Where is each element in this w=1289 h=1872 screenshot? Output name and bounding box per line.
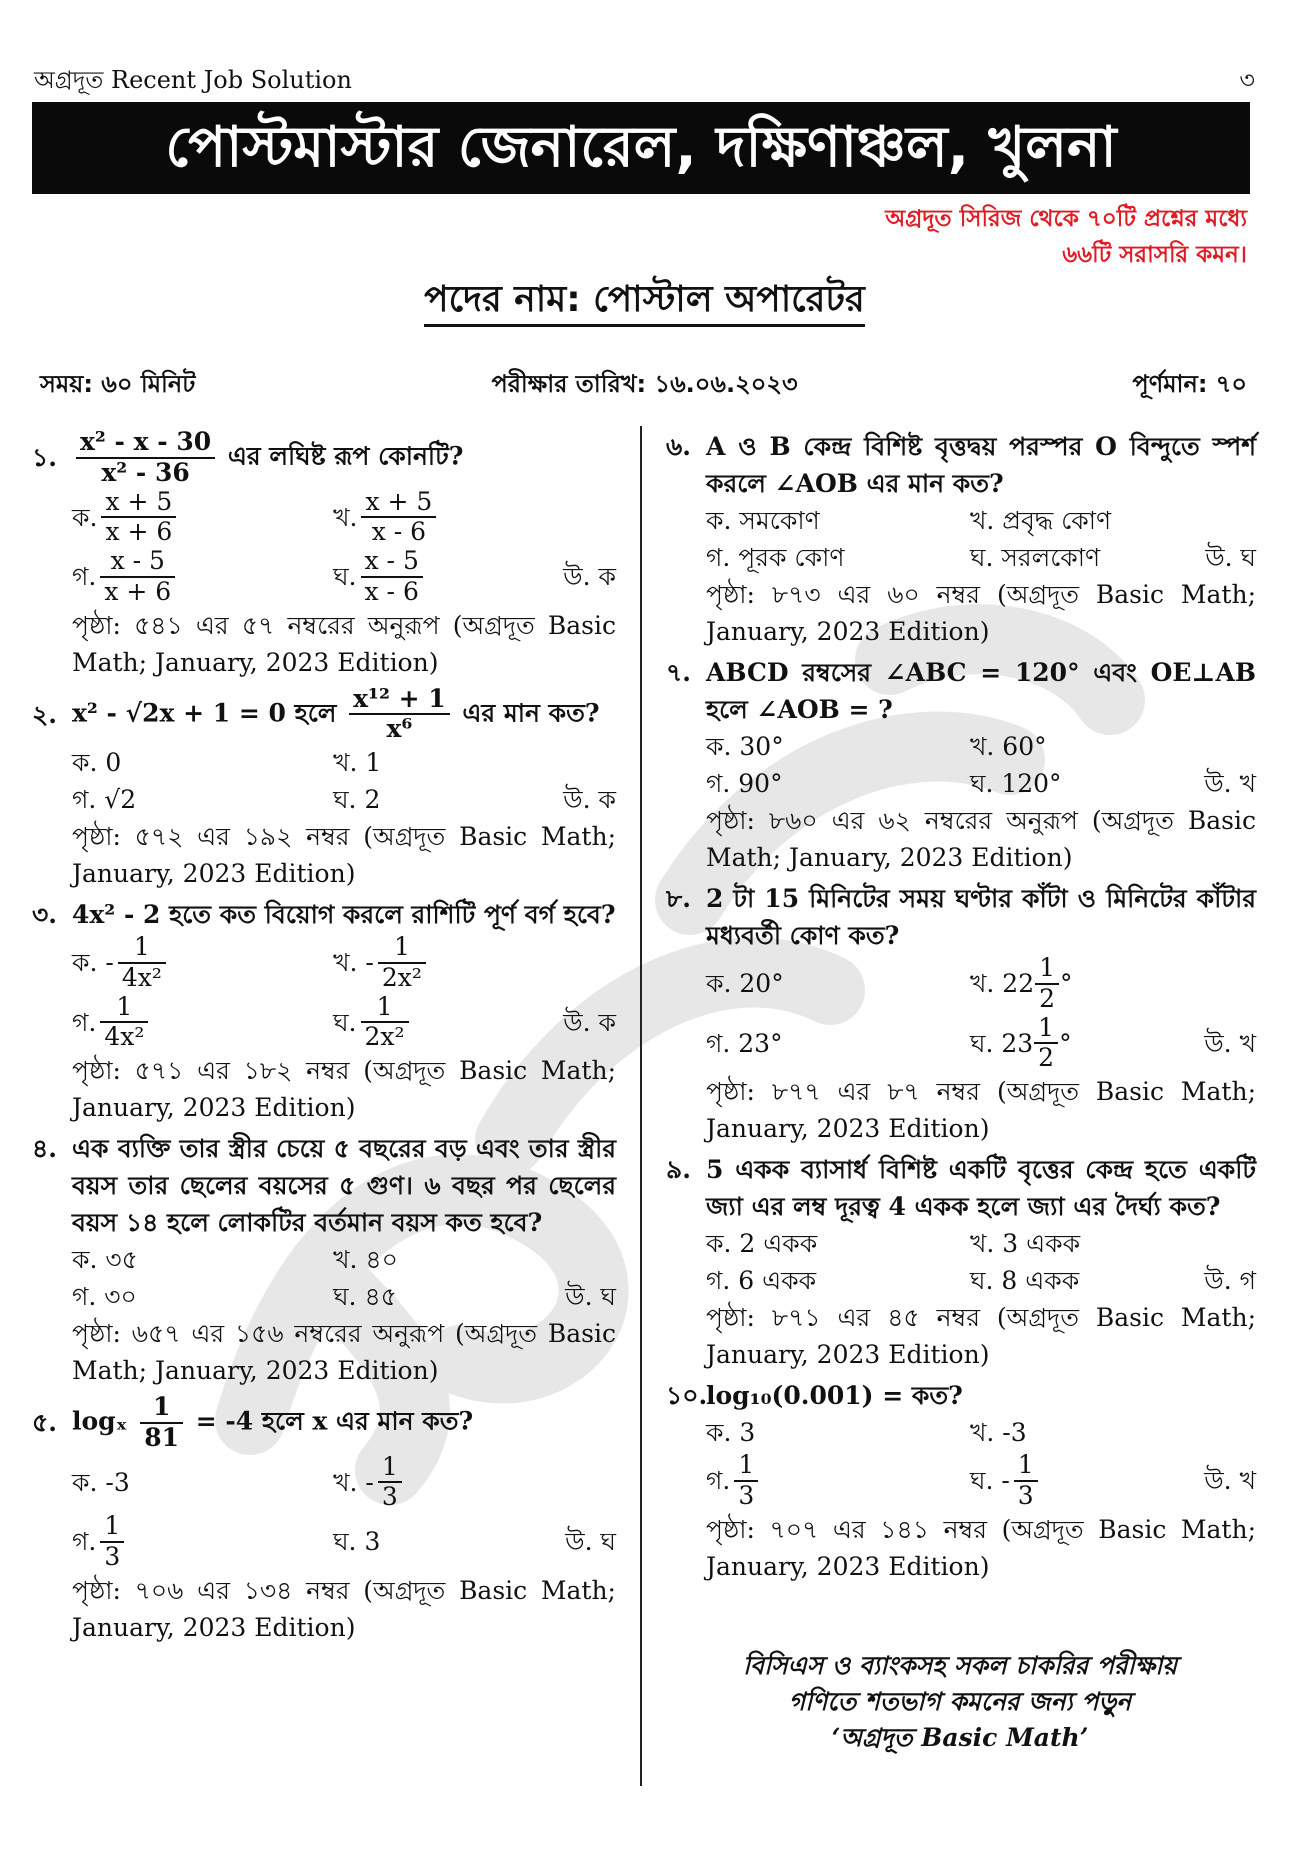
question-number: ৮. <box>666 884 691 913</box>
answer: উ. খ <box>1204 1028 1256 1058</box>
option-c: গ. ৩০ <box>72 1282 137 1311</box>
question-number: ১০. <box>666 1381 708 1410</box>
answer: উ. ক <box>563 562 616 592</box>
reference: পৃষ্ঠা: ৫৭২ এর ১৯২ নম্বর (অগ্রদূত Basic Math; January, 2023 Edition) <box>72 822 616 888</box>
option-b: খ. 60° <box>970 732 1047 761</box>
question-2 <box>32 685 616 893</box>
reference: পৃষ্ঠা: ৭০৭ এর ১৪১ নম্বর (অগ্রদূত Basic Math; January, 2023 Edition) <box>706 1514 1256 1581</box>
option-d: ঘ. $\frac{1}{\text{2x²}}$ <box>333 993 551 1053</box>
question-number: ৬. <box>666 432 691 461</box>
options <box>706 728 1256 802</box>
question-text: এক ব্যক্তি তার স্ত্রীর চেয়ে ৫ বছরের বড় এবং তার স্ত্রীর বয়স তার ছেলের বয়সের ৫ গুণ। ৬ বছর পর ছেলের বয়স ১৪ হলে লোকটির বর্তমান বয়স কত হবে? <box>72 1134 616 1237</box>
promo-line2: গণিতে শতভাগ কমনের জন্য পড়ুন <box>788 1687 1132 1716</box>
option-b: খ. -3 <box>970 1418 1027 1447</box>
common-note-line2: ৬৬টি সরাসরি কমন। <box>1062 242 1247 268</box>
answer: উ. ক <box>563 785 616 814</box>
reference: পৃষ্ঠা: ৮৬০ এর ৬২ নম্বরের অনুরূপ (অগ্রদূত Basic Math; January, 2023 Edition) <box>706 806 1256 872</box>
option-a: ক. -3 <box>72 1467 130 1497</box>
question-text: $\frac{\text{x² - x - 30}}{\text{x² - 36}}$ এর লঘিষ্ট রূপ কোনটি? <box>72 428 616 488</box>
options <box>706 502 1256 576</box>
question-number: ৩. <box>32 900 57 929</box>
option-d: ঘ. 2 <box>333 785 381 814</box>
page-number: ৩ <box>1239 66 1255 94</box>
reference: পৃষ্ঠা: ৬৫৭ এর ১৫৬ নম্বরের অনুরূপ (অগ্রদূত Basic Math; January, 2023 Edition) <box>72 1319 616 1385</box>
question-9 <box>666 1151 1256 1373</box>
question-4 <box>32 1130 616 1389</box>
option-b: খ. 1 <box>333 748 382 777</box>
options <box>72 933 616 1052</box>
option-d: ঘ. সরলকোণ <box>970 543 1101 572</box>
option-c: গ. পূরক কোণ <box>706 543 845 572</box>
question-text: A ও B কেন্দ্র বিশিষ্ট বৃত্তদ্বয় পরস্পর O বিন্দুতে স্পর্শ করলে ∠AOB এর মান কত? <box>706 432 1256 498</box>
question-number: ১. <box>32 443 57 473</box>
option-c: গ. $\frac{1}{3}$ <box>706 1451 970 1511</box>
options <box>706 1414 1256 1511</box>
question-1 <box>32 428 616 681</box>
option-d: ঘ. 120° <box>970 769 1062 798</box>
question-text: logₓ $\frac{1}{81}$ = -4 হলে x এর মান কত? <box>72 1392 474 1452</box>
question-number: ৪. <box>32 1134 57 1163</box>
question-number: ২. <box>32 699 57 729</box>
answer: উ. খ <box>1204 769 1256 798</box>
answer: উ. ঘ <box>565 1527 616 1557</box>
option-b: খ. 3 একক <box>970 1229 1081 1258</box>
option-a: ক. সমকোণ <box>706 506 820 535</box>
option-a: ক. 20° <box>706 969 784 999</box>
question-8 <box>666 880 1256 1147</box>
question-7 <box>666 654 1256 876</box>
option-b: খ. 22 $\frac{1}{2}$ ° <box>970 953 1073 1013</box>
option-d: ঘ. 3 <box>333 1527 381 1557</box>
option-b: খ. ৪০ <box>333 1245 398 1274</box>
option-a: ক. 2 একক <box>706 1229 818 1258</box>
series-title: অগ্রদূত Recent Job Solution <box>34 66 352 94</box>
option-a: ক. 3 <box>706 1418 756 1447</box>
promo-line3: ‘অগ্রদূত Basic Math’ <box>831 1723 1089 1752</box>
option-b: খ. - $\frac{1}{3}$ <box>333 1453 551 1513</box>
question-text: 4x² - 2 হতে কত বিয়োগ করলে রাশিটি পূর্ণ বর্গ হবে? <box>72 900 616 929</box>
question-text: 2 টা 15 মিনিটের সময় ঘণ্টার কাঁটা ও মিনিটের কাঁটার মধ্যবর্তী কোণ কত? <box>706 884 1256 950</box>
option-d: ঘ. $\frac{x - 5}{x - 6}$ <box>333 547 551 607</box>
option-a: ক. 30° <box>706 732 784 761</box>
reference: পৃষ্ঠা: ৮৭৩ এর ৬০ নম্বর (অগ্রদূত Basic Math; January, 2023 Edition) <box>706 580 1256 646</box>
question-number: ৫. <box>32 1408 57 1438</box>
question-number: ৯. <box>666 1155 691 1184</box>
options <box>706 1225 1256 1299</box>
option-c: গ. $\frac{x - 5}{x + 6}$ <box>72 547 333 607</box>
running-header <box>34 62 1255 96</box>
common-note-line1: অগ্রদূত সিরিজ থেকে ৭০টি প্রশ্নের মধ্যে <box>885 206 1247 232</box>
option-b: খ. $\frac{x + 5}{x - 6}$ <box>333 488 551 548</box>
post-title: পদের নাম: পোস্টাল অপারেটর <box>0 272 1289 332</box>
option-c: গ. $\frac{1}{3}$ <box>72 1512 333 1572</box>
option-d: ঘ. - $\frac{1}{3}$ <box>970 1451 1190 1511</box>
option-d: ঘ. ৪৫ <box>333 1282 397 1311</box>
option-a: ক. 0 <box>72 748 122 777</box>
question-10 <box>666 1377 1256 1585</box>
question-text: x² - √2x + 1 = 0 হলে $\frac{\text{x¹² + 1}}{\text{x⁶}}$ এর মান কত? <box>72 683 600 744</box>
left-column <box>32 428 616 1650</box>
option-a: ক. - $\frac{1}{\text{4x²}}$ <box>72 933 333 993</box>
answer: উ. ঘ <box>565 1282 616 1311</box>
option-c: গ. 23° <box>706 1028 783 1058</box>
full-marks: পূর্ণমান: ৭০ <box>1132 370 1247 398</box>
option-c: গ. 6 একক <box>706 1266 817 1295</box>
promo-footer <box>700 1648 1220 1756</box>
answer: উ. খ <box>1204 1466 1256 1496</box>
options <box>72 488 616 607</box>
options <box>706 954 1256 1073</box>
promo-line1: বিসিএস ও ব্যাংকসহ সকল চাকরির পরীক্ষায় <box>742 1651 1178 1680</box>
question-5 <box>32 1393 616 1646</box>
exam-time: সময়: ৬০ মিনিট <box>40 370 196 398</box>
options <box>72 744 616 818</box>
option-c: গ. 90° <box>706 769 783 798</box>
question-text: 5 একক ব্যাসার্ধ বিশিষ্ট একটি বৃত্তের কেন্দ্র হতে একটি জ্যা এর লম্ব দূরত্ব 4 একক হলে জ্যা এর দৈর্ঘ্য কত? <box>706 1155 1256 1221</box>
option-c: গ. √2 <box>72 785 137 814</box>
reference: পৃষ্ঠা: ৫৪১ এর ৫৭ নম্বরের অনুরূপ (অগ্রদূত Basic Math; January, 2023 Edition) <box>72 610 616 677</box>
question-text: ABCD রম্বসের ∠ABC = 120° এবং OE⊥AB হলে ∠AOB = ? <box>706 658 1256 724</box>
answer: উ. গ <box>1204 1266 1256 1295</box>
exam-date: পরীক্ষার তারিখ: ১৬.০৬.২০২৩ <box>491 370 798 398</box>
answer: উ. ক <box>563 1007 616 1037</box>
title-banner: পোস্টমাস্টার জেনারেল, দক্ষিণাঞ্চল, খুলনা <box>32 102 1250 194</box>
reference: পৃষ্ঠা: ৮৭১ এর ৪৫ নম্বর (অগ্রদূত Basic Math; January, 2023 Edition) <box>706 1303 1256 1369</box>
reference: পৃষ্ঠা: ৫৭১ এর ১৮২ নম্বর (অগ্রদূত Basic Math; January, 2023 Edition) <box>72 1056 616 1122</box>
right-column <box>666 428 1256 1589</box>
answer: উ. ঘ <box>1205 543 1256 572</box>
option-c: গ. $\frac{1}{\text{4x²}}$ <box>72 993 333 1053</box>
reference: পৃষ্ঠা: ৭০৬ এর ১৩৪ নম্বর (অগ্রদূত Basic Math; January, 2023 Edition) <box>72 1575 616 1642</box>
options <box>72 1241 616 1315</box>
option-a: ক. $\frac{x + 5}{x + 6}$ <box>72 488 333 548</box>
option-d: ঘ. 23 $\frac{1}{2}$ ° <box>970 1012 1072 1073</box>
option-d: ঘ. 8 একক <box>970 1266 1080 1295</box>
reference: পৃষ্ঠা: ৮৭৭ এর ৮৭ নম্বর (অগ্রদূত Basic Math; January, 2023 Edition) <box>706 1077 1256 1143</box>
question-number: ৭. <box>666 658 691 687</box>
question-text: log₁₀(0.001) = কত? <box>706 1381 963 1410</box>
options <box>72 1453 616 1572</box>
option-a: ক. ৩৫ <box>72 1245 138 1274</box>
column-divider <box>640 426 642 1786</box>
fraction: $\frac{\text{x² - x - 30}}{\text{x² - 36}}$ <box>76 428 215 488</box>
question-6 <box>666 428 1256 650</box>
option-b: খ. প্রবৃদ্ধ কোণ <box>970 506 1112 535</box>
question-3 <box>32 896 616 1126</box>
option-b: খ. - $\frac{1}{\text{2x²}}$ <box>333 933 551 993</box>
